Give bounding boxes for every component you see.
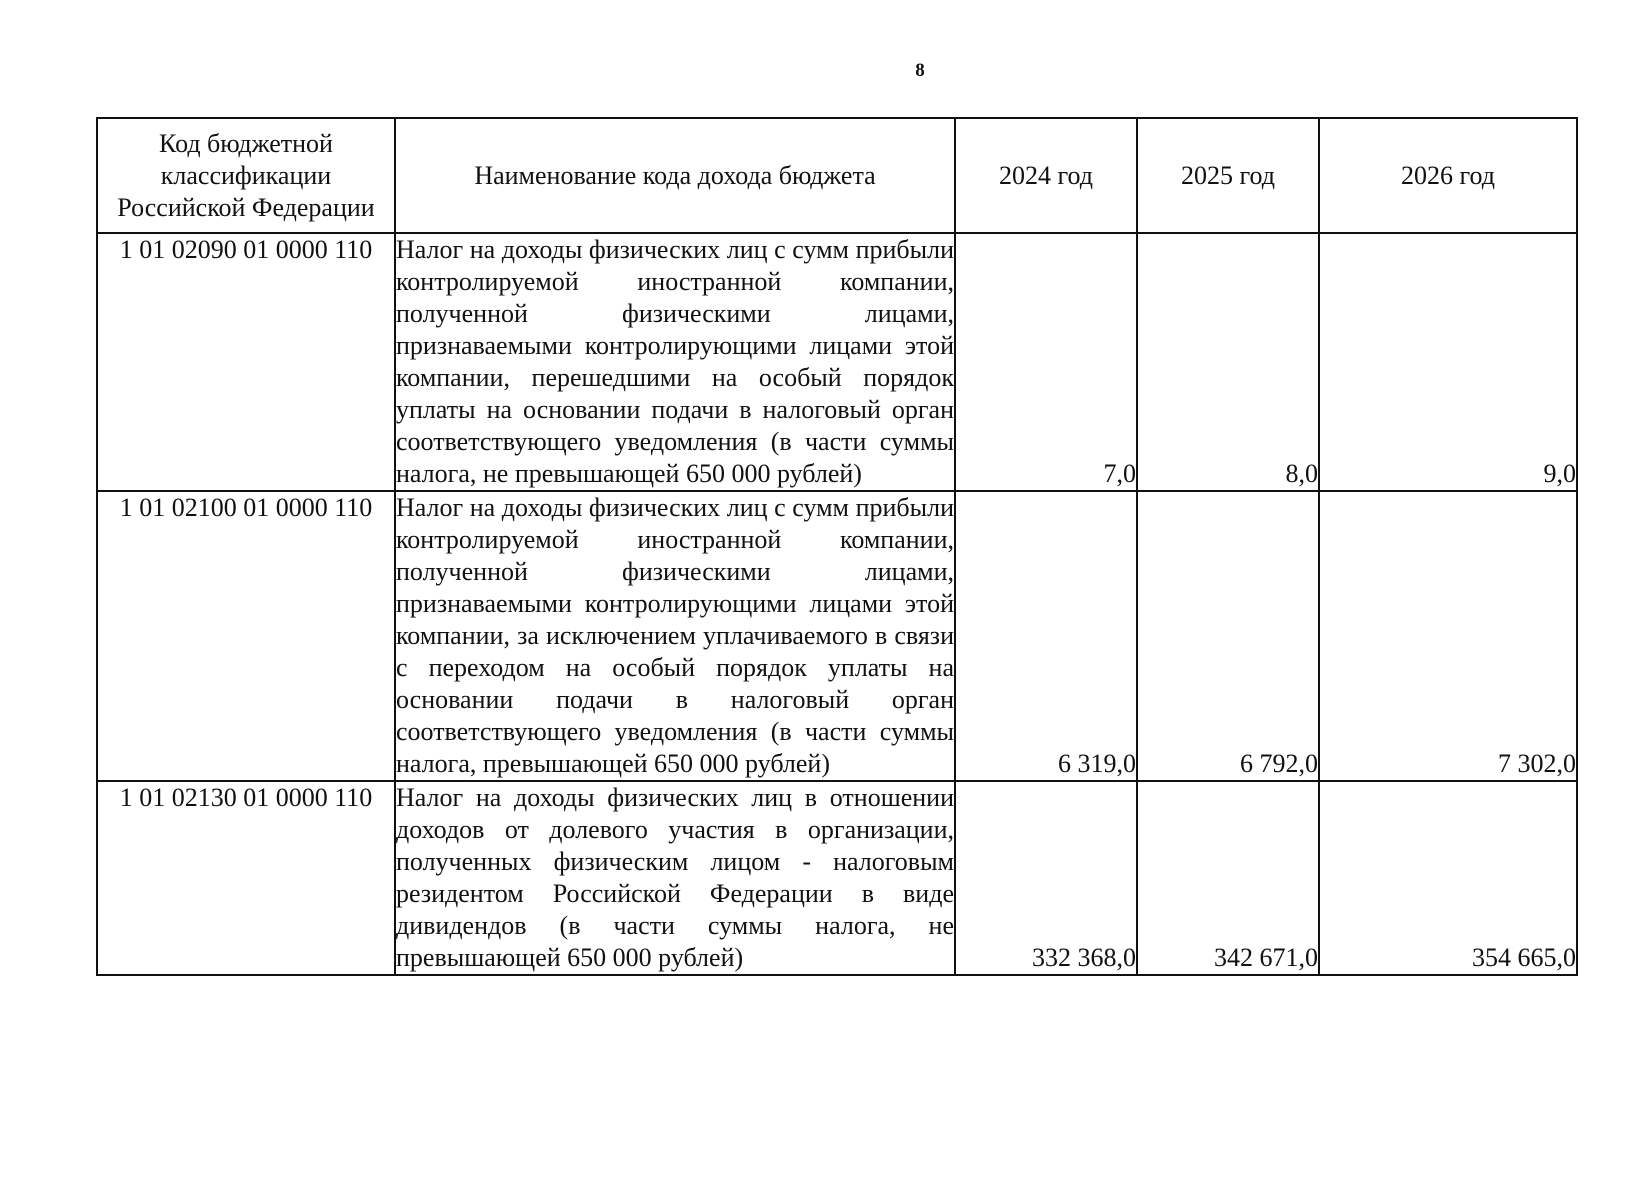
table-row: [97, 233, 1577, 491]
row-code: 1 01 02090 01 0000 110: [97, 233, 395, 491]
row-value-2024: 332 368,0: [955, 781, 1137, 975]
page-number: 8: [915, 60, 925, 81]
header-name: Наименование кода дохода бюджета: [395, 118, 955, 233]
table-row: [97, 491, 1577, 781]
table-row: [97, 781, 1577, 975]
row-name: Налог на доходы физических лиц в отношении доходов от долевого участия в организации, полученных физическим лицом - налоговым резидентом Российской Федерации в виде дивидендов (в части суммы налога, не превышающей 650 000 рублей): [395, 781, 955, 975]
budget-table: [96, 117, 1578, 976]
row-value-2025: 8,0: [1137, 233, 1319, 491]
row-value-2024: 7,0: [955, 233, 1137, 491]
row-value-2026: 354 665,0: [1319, 781, 1577, 975]
header-year-2024: 2024 год: [955, 118, 1137, 233]
row-code: 1 01 02130 01 0000 110: [97, 781, 395, 975]
row-value-2026: 7 302,0: [1319, 491, 1577, 781]
row-value-2025: 342 671,0: [1137, 781, 1319, 975]
table-header-row: [97, 118, 1577, 233]
row-name: Налог на доходы физических лиц с сумм прибыли контролируемой иностранной компании, полученной физическими лицами, признаваемыми контролирующими лицами этой компании, перешедшими на особый порядок уплаты на основании подачи в налоговый орган соответствующего уведомления (в части суммы налога, не превышающей 650 000 рублей): [395, 233, 955, 491]
row-name: Налог на доходы физических лиц с сумм прибыли контролируемой иностранной компании, полученной физическими лицами, признаваемыми контролирующими лицами этой компании, за исключением уплачиваемого в связи с переходом на особый порядок уплаты на основании подачи в налоговый орган соответствующего уведомления (в части суммы налога, превышающей 650 000 рублей): [395, 491, 955, 781]
row-value-2025: 6 792,0: [1137, 491, 1319, 781]
header-code: Код бюджетной классификации Российской Федерации: [97, 118, 395, 233]
row-value-2026: 9,0: [1319, 233, 1577, 491]
row-code: 1 01 02100 01 0000 110: [97, 491, 395, 781]
header-year-2026: 2026 год: [1319, 118, 1577, 233]
header-year-2025: 2025 год: [1137, 118, 1319, 233]
row-value-2024: 6 319,0: [955, 491, 1137, 781]
